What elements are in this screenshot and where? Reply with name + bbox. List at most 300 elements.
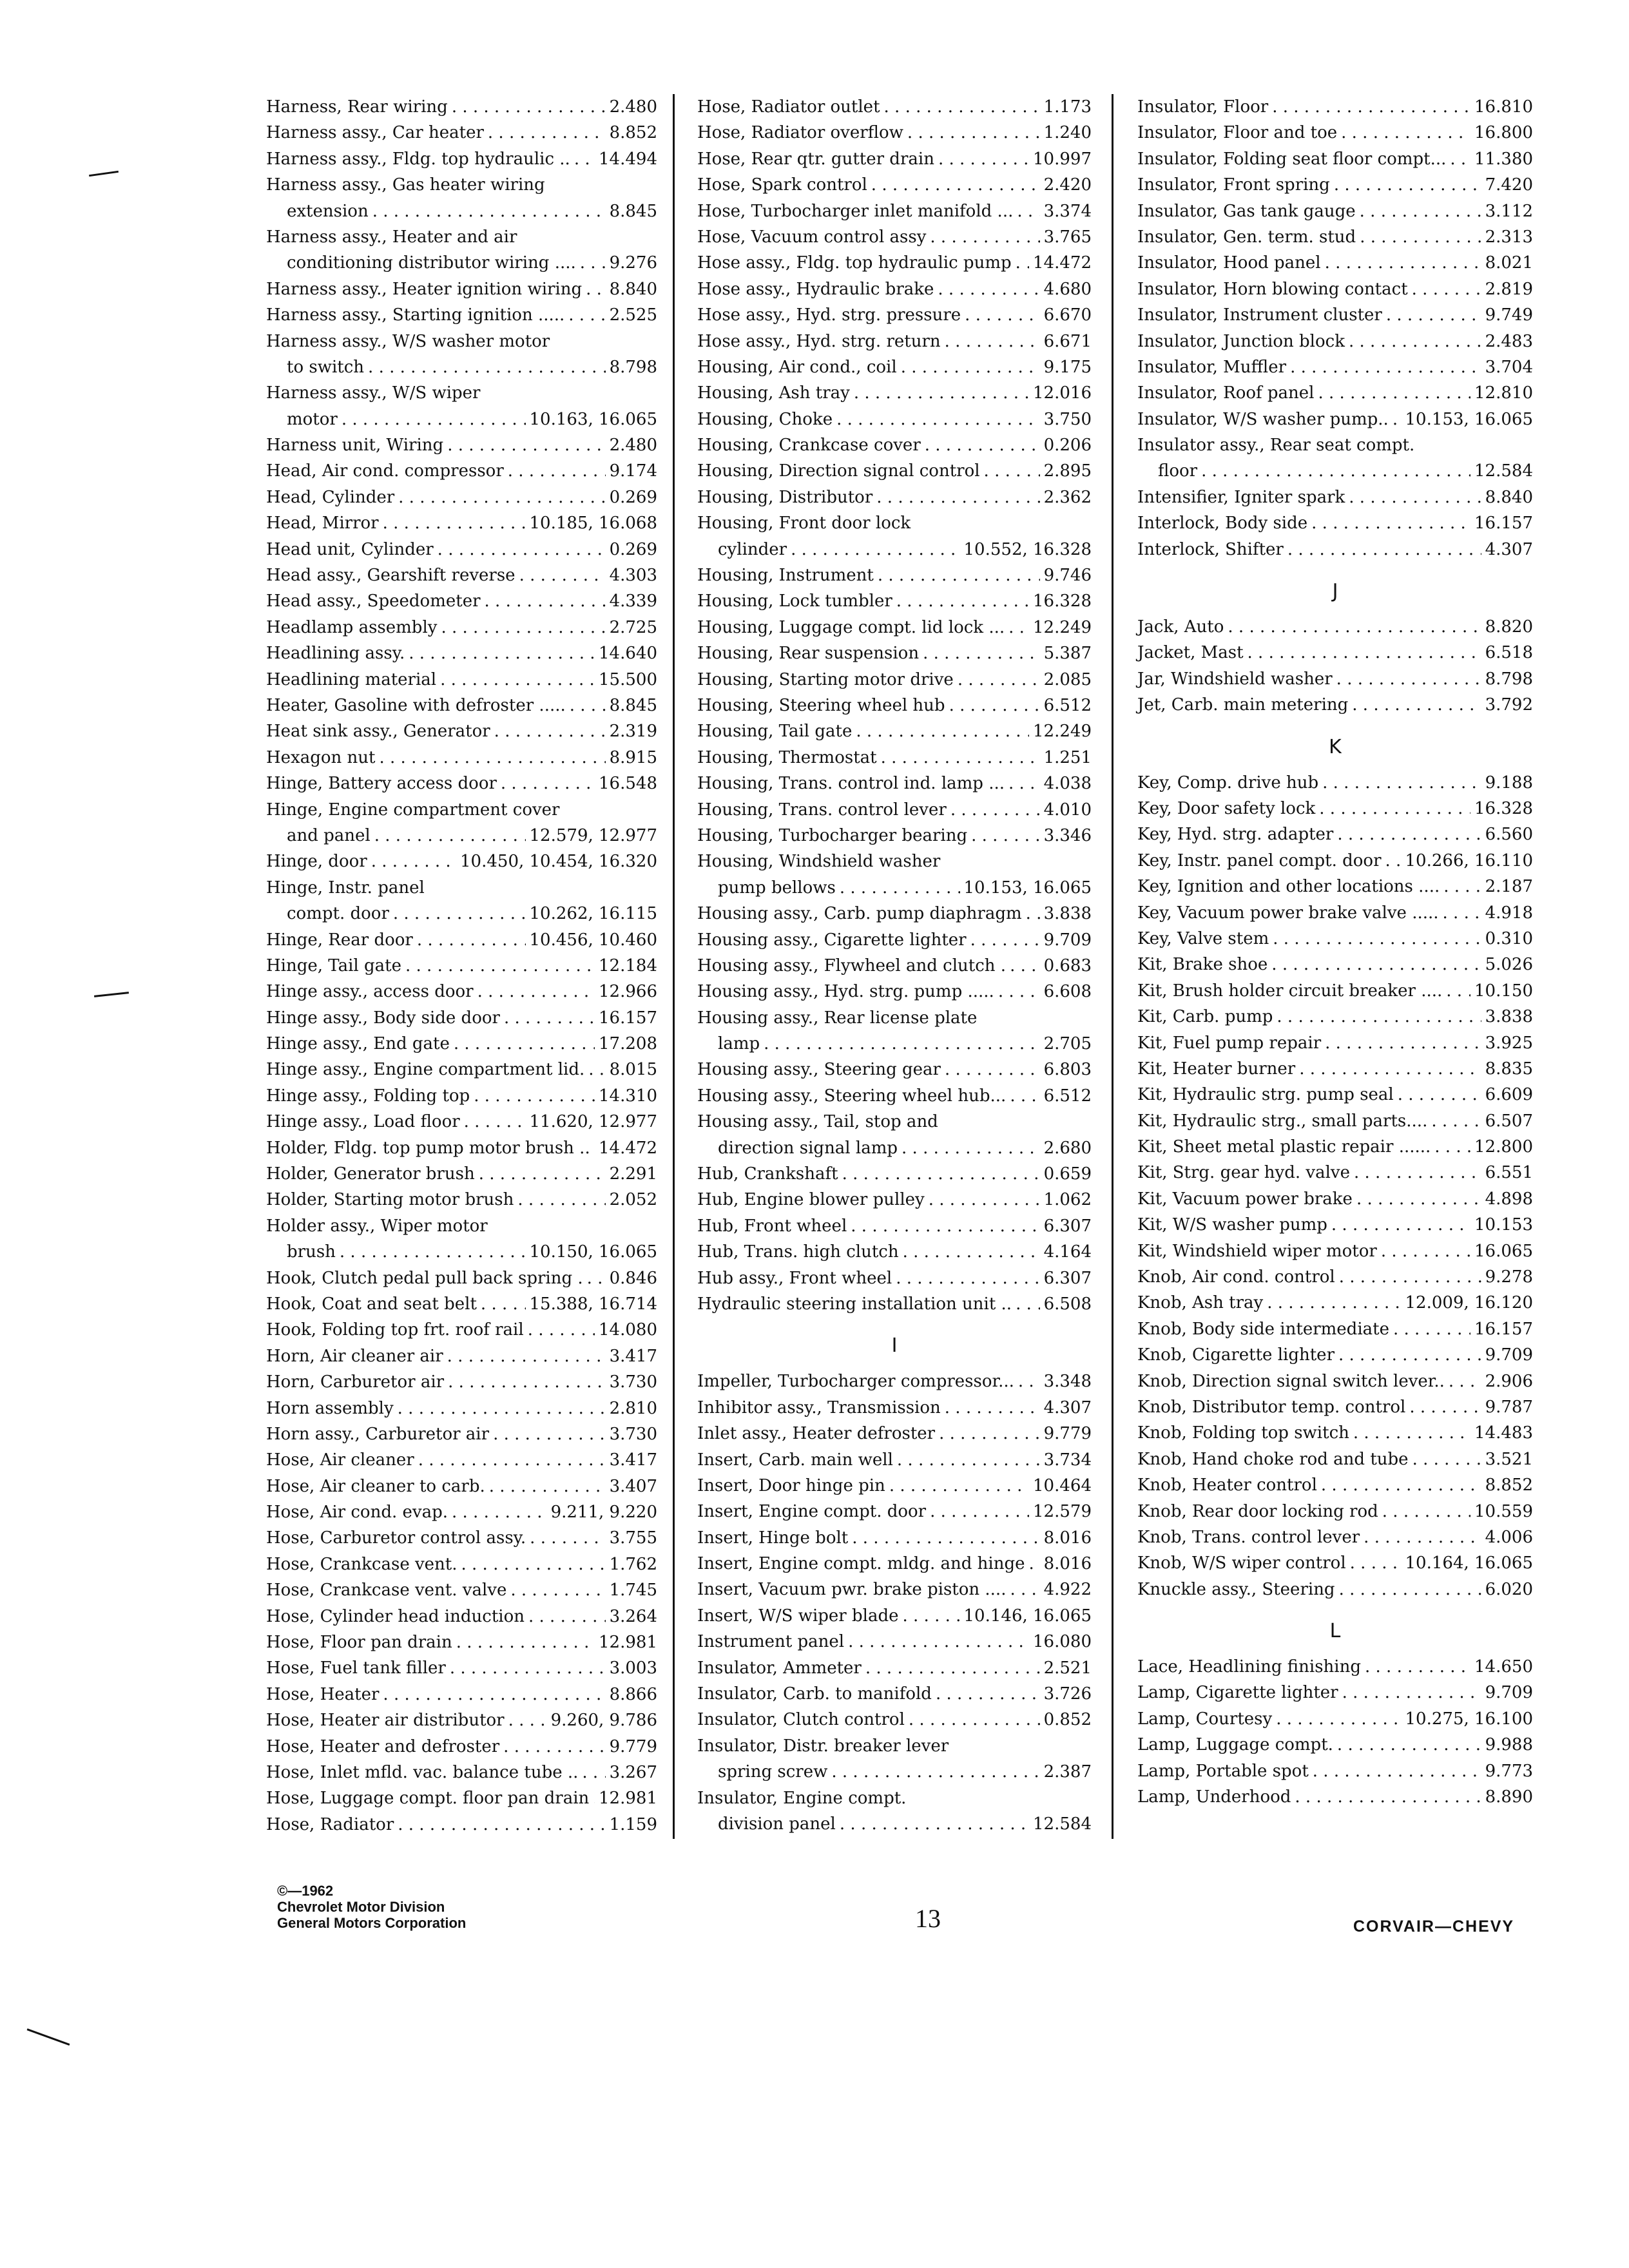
entry-name: Housing assy., Flywheel and clutch . bbox=[697, 956, 1007, 975]
column-divider bbox=[673, 94, 675, 1839]
entry-name: Headlining material bbox=[266, 669, 437, 689]
index-entry bbox=[1137, 1524, 1533, 1550]
index-entry bbox=[266, 1396, 657, 1421]
entry-reference: 16.328 bbox=[1474, 798, 1533, 818]
dot-leader bbox=[903, 1603, 960, 1629]
index-entry bbox=[1137, 1577, 1533, 1602]
entry-reference: 8.915 bbox=[609, 747, 657, 767]
entry-reference: 8.845 bbox=[609, 695, 657, 715]
index-entry bbox=[1137, 1264, 1533, 1290]
dot-leader bbox=[593, 1785, 595, 1811]
dot-leader bbox=[852, 1525, 1039, 1551]
index-entry bbox=[1137, 1056, 1533, 1082]
index-entry bbox=[697, 537, 1092, 562]
index-entry bbox=[1137, 146, 1533, 172]
dot-leader bbox=[574, 146, 595, 172]
entry-reference: 14.472 bbox=[1033, 253, 1092, 273]
entry-reference: 10.997 bbox=[1033, 149, 1092, 169]
entry-name: Insert, Engine compt. mldg. and hinge bbox=[697, 1554, 1025, 1574]
dot-leader bbox=[1029, 1551, 1040, 1577]
index-entry bbox=[266, 1317, 657, 1343]
entry-name: Hinge assy., Engine compartment lid. bbox=[266, 1060, 585, 1080]
entry-name: Key, Valve stem bbox=[1137, 928, 1269, 948]
entry-name: Hose, Spark control bbox=[697, 175, 867, 195]
entry-name: Hose, Radiator overflow bbox=[697, 123, 903, 143]
entry-name: Harness assy., Starting ignition ..... bbox=[266, 305, 565, 325]
dot-leader bbox=[456, 1629, 595, 1655]
dot-leader bbox=[1446, 978, 1470, 1004]
dot-leader bbox=[494, 718, 606, 744]
dot-leader bbox=[1393, 407, 1402, 432]
entry-reference: 3.003 bbox=[609, 1658, 657, 1678]
dot-leader bbox=[896, 588, 1029, 614]
entry-name: Hose, Air cond. evap. bbox=[266, 1503, 448, 1523]
index-entry bbox=[697, 640, 1092, 666]
entry-name: Knob, Folding top switch bbox=[1137, 1423, 1349, 1443]
entry-reference: 16.548 bbox=[599, 774, 657, 794]
index-entry bbox=[1137, 692, 1533, 718]
index-entry bbox=[1137, 1134, 1533, 1160]
index-entry bbox=[697, 1135, 1092, 1161]
index-entry bbox=[697, 224, 1092, 250]
entry-reference: 2.521 bbox=[1043, 1658, 1092, 1678]
entry-name: Harness assy., Heater and air bbox=[266, 227, 517, 247]
entry-continuation: and panel bbox=[287, 825, 371, 845]
entry-name: Key, Hyd. strg. adapter bbox=[1137, 825, 1334, 845]
index-entry bbox=[266, 1031, 657, 1057]
entry-name: Harness, Rear wiring bbox=[266, 97, 448, 117]
dot-leader bbox=[1319, 796, 1470, 822]
entry-name: Housing, Choke bbox=[697, 409, 833, 429]
entry-name: Kit, Brake shoe bbox=[1137, 955, 1268, 975]
entry-reference: 6.803 bbox=[1043, 1060, 1092, 1080]
entry-reference: 8.835 bbox=[1485, 1059, 1533, 1079]
entry-reference: 7.420 bbox=[1485, 175, 1533, 195]
entry-name: Hose, Air cleaner to carb. bbox=[266, 1476, 485, 1496]
column-divider bbox=[1112, 94, 1113, 1839]
entry-name: Housing, Crankcase cover bbox=[697, 436, 921, 456]
entry-reference: 6.671 bbox=[1043, 331, 1092, 351]
entry-reference: 2.291 bbox=[609, 1164, 657, 1184]
section-letter: K bbox=[1329, 735, 1342, 758]
entry-name: Housing assy., Tail, stop and bbox=[697, 1112, 938, 1132]
entry-name: Housing, Trans. control lever bbox=[697, 800, 947, 820]
entry-reference: 10.164, 16.065 bbox=[1405, 1553, 1533, 1573]
dot-leader bbox=[945, 329, 1040, 354]
dot-leader bbox=[508, 1707, 547, 1733]
entry-reference: 3.267 bbox=[609, 1763, 657, 1782]
index-entry bbox=[697, 1551, 1092, 1577]
index-entry bbox=[1137, 1784, 1533, 1810]
entry-reference: 2.705 bbox=[1043, 1034, 1092, 1054]
dot-leader bbox=[1010, 953, 1040, 979]
entry-reference: 12.184 bbox=[599, 956, 657, 975]
entry-name: Hook, Coat and seat belt bbox=[266, 1294, 477, 1314]
index-entry bbox=[697, 1057, 1092, 1082]
index-entry bbox=[697, 979, 1092, 1004]
entry-name: Insulator, Roof panel bbox=[1137, 383, 1315, 403]
entry-reference: 10.262, 16.115 bbox=[529, 904, 657, 924]
dot-leader bbox=[447, 432, 605, 458]
index-entry bbox=[697, 849, 1092, 874]
dot-leader bbox=[971, 823, 1039, 849]
entry-reference: 9.709 bbox=[1485, 1683, 1533, 1703]
index-entry bbox=[266, 94, 657, 120]
index-entry bbox=[1137, 432, 1533, 458]
dot-leader bbox=[379, 745, 605, 771]
entry-reference: 6.560 bbox=[1485, 825, 1533, 845]
index-entry bbox=[697, 1161, 1092, 1187]
entry-name: Housing, Steering wheel hub bbox=[697, 695, 945, 715]
dot-leader bbox=[938, 276, 1039, 302]
dot-leader bbox=[1277, 1004, 1481, 1030]
index-entry bbox=[266, 1083, 657, 1109]
entry-reference: 3.264 bbox=[609, 1606, 657, 1626]
entry-name: Housing assy., Hyd. strg. pump ..... bbox=[697, 982, 994, 1002]
dot-leader bbox=[1017, 198, 1039, 224]
entry-name: Hinge, Tail gate bbox=[266, 956, 401, 975]
index-entry bbox=[266, 1707, 657, 1733]
entry-reference: 5.387 bbox=[1043, 644, 1092, 664]
entry-name: Knob, Direction signal switch lever.. bbox=[1137, 1371, 1445, 1391]
dot-leader bbox=[939, 1421, 1039, 1446]
entry-reference: 2.319 bbox=[609, 722, 657, 742]
entry-name: Head assy., Speedometer bbox=[266, 591, 481, 611]
entry-reference: 9.749 bbox=[1485, 305, 1533, 325]
entry-reference: 10.153 bbox=[1474, 1215, 1533, 1235]
binding-mark bbox=[27, 2028, 70, 2046]
entry-name: Key, Instr. panel compt. door bbox=[1137, 850, 1382, 870]
index-entry bbox=[266, 979, 657, 1004]
entry-name: Head, Air cond. compressor bbox=[266, 461, 504, 481]
entry-reference: 0.683 bbox=[1043, 956, 1092, 975]
dot-leader bbox=[1336, 666, 1481, 692]
entry-reference: 3.348 bbox=[1043, 1372, 1092, 1392]
entry-reference: 2.420 bbox=[1043, 175, 1092, 195]
index-entry bbox=[697, 120, 1092, 146]
entry-reference: 10.464 bbox=[1033, 1475, 1092, 1495]
dot-leader bbox=[517, 1187, 605, 1213]
entry-reference: 0.269 bbox=[609, 539, 657, 559]
entry-reference: 12.966 bbox=[599, 982, 657, 1002]
dot-leader bbox=[1018, 1369, 1040, 1394]
index-entry bbox=[697, 1525, 1092, 1551]
entry-reference: 8.840 bbox=[1485, 487, 1533, 507]
index-entry bbox=[266, 1525, 657, 1551]
entry-name: Key, Vacuum power brake valve ..... bbox=[1137, 903, 1439, 923]
entry-reference: 10.552, 16.328 bbox=[963, 539, 1092, 559]
entry-continuation: direction signal lamp bbox=[718, 1138, 898, 1158]
entry-name: Hinge, door bbox=[266, 852, 367, 872]
index-entry bbox=[697, 797, 1092, 823]
entry-name: Kit, Brush holder circuit breaker .... bbox=[1137, 981, 1443, 1001]
index-entry bbox=[266, 354, 657, 380]
index-entry bbox=[697, 146, 1092, 172]
entry-reference: 3.346 bbox=[1043, 825, 1092, 845]
binding-mark bbox=[89, 171, 119, 177]
entry-reference: 8.798 bbox=[609, 357, 657, 377]
entry-reference: 6.670 bbox=[1043, 305, 1092, 325]
index-entry bbox=[697, 432, 1092, 458]
dot-leader bbox=[1272, 94, 1470, 120]
dot-leader bbox=[450, 1655, 606, 1681]
dot-leader bbox=[1271, 952, 1481, 977]
entry-name: Horn, Air cleaner air bbox=[266, 1346, 443, 1366]
dot-leader bbox=[1349, 485, 1481, 510]
index-entry bbox=[697, 588, 1092, 614]
entry-reference: 3.838 bbox=[1043, 904, 1092, 924]
entry-reference: 10.559 bbox=[1474, 1501, 1533, 1521]
entry-reference: 2.480 bbox=[609, 97, 657, 117]
entry-name: Kit, Windshield wiper motor bbox=[1137, 1241, 1377, 1261]
dot-leader bbox=[840, 1811, 1029, 1837]
entry-name: Hook, Clutch pedal pull back spring . bbox=[266, 1268, 583, 1288]
entry-reference: 4.010 bbox=[1043, 800, 1092, 820]
entry-reference: 9.276 bbox=[609, 253, 657, 273]
entry-name: Horn assy., Carburetor air bbox=[266, 1424, 490, 1444]
entry-reference: 0.852 bbox=[1043, 1710, 1092, 1730]
entry-reference: 9.211, 9.220 bbox=[550, 1503, 657, 1523]
index-entry bbox=[697, 693, 1092, 718]
dot-leader bbox=[1356, 1186, 1481, 1212]
entry-name: Lamp, Underhood bbox=[1137, 1787, 1291, 1807]
dot-leader bbox=[464, 1109, 526, 1135]
entry-name: Key, Door safety lock bbox=[1137, 798, 1316, 818]
entry-name: Insert, Vacuum pwr. brake piston .... bbox=[697, 1580, 1007, 1600]
dot-leader bbox=[901, 354, 1040, 380]
entry-name: Housing, Air cond., coil bbox=[697, 357, 897, 377]
entry-name: Hinge, Battery access door bbox=[266, 774, 497, 794]
dot-leader bbox=[881, 745, 1040, 771]
entry-name: Insulator, Junction block bbox=[1137, 331, 1345, 351]
entry-name: Insulator, Gas tank gauge bbox=[1137, 201, 1356, 221]
entry-name: Hub, Trans. high clutch bbox=[697, 1242, 899, 1262]
entry-reference: 8.890 bbox=[1485, 1787, 1533, 1807]
entry-reference: 12.016 bbox=[1033, 383, 1092, 403]
dot-leader bbox=[907, 120, 1040, 146]
index-entry bbox=[266, 1369, 657, 1395]
entry-name: Insulator, Front spring bbox=[1137, 175, 1330, 195]
dot-leader bbox=[568, 302, 605, 328]
dot-leader bbox=[1434, 1134, 1470, 1160]
entry-name: Knob, Heater control bbox=[1137, 1475, 1317, 1495]
dot-leader bbox=[1273, 926, 1481, 952]
entry-reference: 14.640 bbox=[599, 644, 657, 664]
index-entry bbox=[1137, 250, 1533, 276]
index-entry bbox=[266, 485, 657, 510]
dot-leader bbox=[840, 875, 960, 901]
entry-reference: 4.307 bbox=[1485, 539, 1533, 559]
entry-name: Interlock, Body side bbox=[1137, 514, 1308, 533]
entry-name: Inhibitor assy., Transmission bbox=[697, 1398, 941, 1418]
entry-name: Hose, Crankcase vent. valve bbox=[266, 1581, 507, 1600]
index-entry bbox=[697, 771, 1092, 796]
entry-reference: 8.016 bbox=[1043, 1528, 1092, 1548]
index-entry bbox=[697, 172, 1092, 198]
dot-leader bbox=[1431, 1108, 1481, 1134]
entry-reference: 2.187 bbox=[1485, 877, 1533, 897]
entry-name: Hose assy., Hydraulic brake bbox=[697, 279, 934, 299]
entry-name: Hose assy., Fldg. top hydraulic pump bbox=[697, 253, 1012, 273]
index-entry bbox=[1137, 1732, 1533, 1758]
dot-leader bbox=[586, 276, 605, 302]
entry-name: Insert, Engine compt. door bbox=[697, 1502, 927, 1522]
entry-reference: 10.153, 16.065 bbox=[1405, 409, 1533, 429]
entry-name: Housing, Tail gate bbox=[697, 722, 853, 742]
entry-reference: 9.260, 9.786 bbox=[550, 1711, 657, 1731]
entry-reference: 16.328 bbox=[1033, 591, 1092, 611]
entry-continuation: lamp bbox=[718, 1034, 760, 1054]
dot-leader bbox=[398, 1396, 606, 1421]
entry-name: Hub, Engine blower pulley bbox=[697, 1190, 925, 1210]
entry-reference: 6.518 bbox=[1485, 643, 1533, 663]
index-entry bbox=[697, 198, 1092, 224]
entry-reference: 8.015 bbox=[609, 1060, 657, 1080]
index-entry bbox=[697, 302, 1092, 328]
entry-name: Knob, Trans. control lever bbox=[1137, 1527, 1360, 1547]
dot-leader bbox=[448, 1369, 605, 1395]
index-entry bbox=[266, 693, 657, 718]
dot-leader bbox=[588, 1057, 605, 1082]
dot-leader bbox=[854, 380, 1029, 406]
index-entry bbox=[266, 510, 657, 536]
dot-leader bbox=[1313, 1758, 1481, 1784]
entry-reference: 10.146, 16.065 bbox=[963, 1606, 1092, 1626]
index-entry bbox=[697, 276, 1092, 302]
section-letter: I bbox=[891, 1334, 898, 1358]
entry-name: Instrument panel bbox=[697, 1632, 845, 1652]
dot-leader bbox=[582, 1760, 605, 1785]
entry-name: Housing assy., Steering gear bbox=[697, 1060, 941, 1080]
index-entry bbox=[1137, 302, 1533, 328]
entry-reference: 16.157 bbox=[1474, 1319, 1533, 1339]
entry-name: Hose assy., Hyd. strg. pressure bbox=[697, 305, 961, 325]
entry-name: Hose, Air cleaner bbox=[266, 1450, 414, 1470]
entry-reference: 12.249 bbox=[1033, 722, 1092, 742]
index-entry bbox=[266, 1499, 657, 1525]
entry-name: Hose, Crankcase vent. bbox=[266, 1554, 458, 1574]
dot-leader bbox=[1350, 1550, 1402, 1576]
index-entry bbox=[1137, 926, 1533, 952]
entry-reference: 9.746 bbox=[1043, 566, 1092, 586]
entry-continuation: compt. door bbox=[287, 904, 389, 924]
index-entry bbox=[1137, 94, 1533, 120]
index-entry bbox=[1137, 1499, 1533, 1524]
entry-name: Insulator, Horn blowing contact bbox=[1137, 279, 1408, 299]
entry-name: Insulator, Floor and toe bbox=[1137, 123, 1338, 143]
entry-continuation: extension bbox=[287, 201, 369, 221]
entry-name: Holder assy., Wiper motor bbox=[266, 1216, 488, 1236]
entry-name: Housing assy., Cigarette lighter bbox=[697, 930, 967, 950]
entry-name: Insulator, Gen. term. stud bbox=[1137, 227, 1356, 247]
index-entry bbox=[266, 1239, 657, 1265]
entry-reference: 2.085 bbox=[1043, 669, 1092, 689]
dot-leader bbox=[1449, 1369, 1481, 1394]
dot-leader bbox=[417, 927, 526, 953]
index-entry bbox=[1137, 380, 1533, 406]
entry-continuation: conditioning distributor wiring .... bbox=[287, 253, 576, 273]
entry-name: Insulator, Carb. to manifold bbox=[697, 1684, 932, 1704]
dot-leader bbox=[1228, 614, 1481, 640]
entry-name: Insulator, Engine compt. bbox=[697, 1788, 907, 1808]
index-entry bbox=[697, 407, 1092, 432]
entry-reference: 3.838 bbox=[1485, 1007, 1533, 1027]
index-column-1 bbox=[266, 94, 657, 1838]
entry-continuation: pump bellows bbox=[718, 878, 836, 898]
entry-name: Knob, Rear door locking rod bbox=[1137, 1501, 1378, 1521]
entry-name: Hinge assy., access door bbox=[266, 982, 474, 1002]
entry-reference: 2.906 bbox=[1485, 1371, 1533, 1391]
dot-leader bbox=[1201, 458, 1470, 484]
entry-name: Kit, Fuel pump repair bbox=[1137, 1033, 1322, 1053]
entry-name: Heater, Gasoline with defroster ..... bbox=[266, 695, 566, 715]
index-entry bbox=[266, 718, 657, 744]
entry-reference: 2.810 bbox=[609, 1398, 657, 1418]
dot-leader bbox=[1360, 224, 1481, 250]
index-entry bbox=[1137, 329, 1533, 354]
corporation-line: General Motors Corporation bbox=[277, 1915, 467, 1931]
index-entry bbox=[697, 1083, 1092, 1109]
entry-reference: 12.579 bbox=[1033, 1502, 1092, 1522]
index-entry bbox=[266, 1604, 657, 1629]
entry-name: Heat sink assy., Generator bbox=[266, 722, 490, 742]
dot-leader bbox=[1267, 1290, 1401, 1316]
entry-name: Kit, Vacuum power brake bbox=[1137, 1189, 1353, 1209]
dot-leader bbox=[454, 1031, 595, 1057]
entry-reference: 3.704 bbox=[1485, 357, 1533, 377]
entry-reference: 6.507 bbox=[1485, 1111, 1533, 1131]
entry-reference: 3.374 bbox=[1043, 201, 1092, 221]
dot-leader bbox=[945, 1057, 1040, 1082]
index-entry bbox=[697, 1707, 1092, 1733]
entry-reference: 1.240 bbox=[1043, 123, 1092, 143]
dot-leader bbox=[871, 172, 1040, 198]
entry-name: Head unit, Cylinder bbox=[266, 539, 434, 559]
entry-reference: 8.866 bbox=[609, 1684, 657, 1704]
dot-leader bbox=[528, 1604, 606, 1629]
entry-name: Hose, Fuel tank filler bbox=[266, 1658, 446, 1678]
entry-name: Knob, Hand choke rod and tube bbox=[1137, 1449, 1409, 1469]
entry-name: Lamp, Portable spot bbox=[1137, 1761, 1309, 1781]
entry-reference: 2.052 bbox=[609, 1190, 657, 1210]
dot-leader bbox=[1339, 1577, 1481, 1602]
entry-reference: 2.819 bbox=[1485, 279, 1533, 299]
index-entry bbox=[1137, 952, 1533, 977]
entry-name: Key, Comp. drive hub bbox=[1137, 773, 1319, 793]
entry-reference: 3.726 bbox=[1043, 1684, 1092, 1704]
dot-leader bbox=[1338, 1342, 1481, 1368]
entry-reference: 2.725 bbox=[609, 617, 657, 637]
entry-name: Insulator, Folding seat floor compt... bbox=[1137, 149, 1447, 169]
copyright-line: ©—1962 bbox=[277, 1883, 334, 1899]
index-entry bbox=[697, 1785, 1092, 1811]
dot-leader bbox=[409, 640, 595, 666]
entry-name: Hose, Radiator bbox=[266, 1814, 394, 1834]
dot-leader bbox=[398, 1812, 605, 1838]
index-entry bbox=[697, 94, 1092, 120]
dot-leader bbox=[848, 1629, 1029, 1655]
entry-name: Horn assembly bbox=[266, 1398, 394, 1418]
dot-leader bbox=[1342, 1680, 1481, 1706]
entry-reference: 15.500 bbox=[599, 669, 657, 689]
entry-name: Hub assy., Front wheel bbox=[697, 1268, 892, 1288]
entry-name: Hexagon nut bbox=[266, 747, 376, 767]
index-entry bbox=[266, 1135, 657, 1161]
index-entry bbox=[1137, 822, 1533, 847]
entry-name: Headlamp assembly bbox=[266, 617, 438, 637]
entry-reference: 8.021 bbox=[1485, 253, 1533, 273]
entry-name: Hose, Luggage compt. floor pan drain bbox=[266, 1789, 590, 1809]
